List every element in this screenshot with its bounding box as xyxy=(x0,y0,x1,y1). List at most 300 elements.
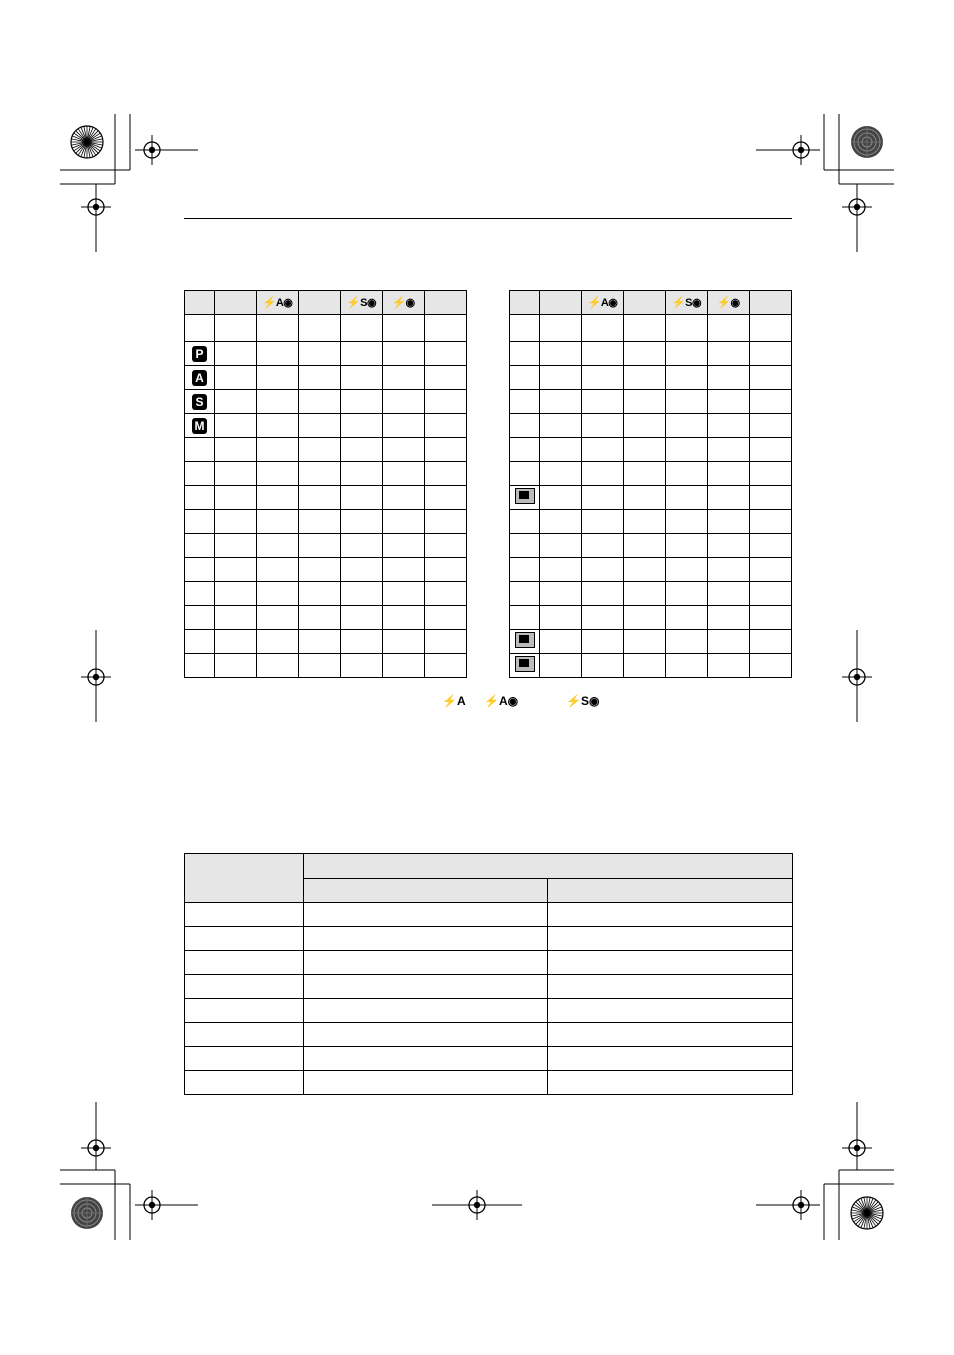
table-row xyxy=(185,999,793,1023)
table-cell xyxy=(215,462,257,486)
table-cell xyxy=(708,462,750,486)
table-cell xyxy=(257,390,299,414)
mode-cell xyxy=(185,630,215,654)
table-row xyxy=(185,654,467,678)
table-cell xyxy=(257,654,299,678)
table-cell xyxy=(215,390,257,414)
mode-cell xyxy=(510,606,540,630)
table-cell xyxy=(383,342,425,366)
table-cell xyxy=(582,366,624,390)
table-cell xyxy=(750,342,792,366)
table-cell xyxy=(383,630,425,654)
table-cell xyxy=(540,630,582,654)
table-row xyxy=(185,606,467,630)
flash-range-table xyxy=(184,853,793,1095)
table-cell xyxy=(425,606,467,630)
table-cell xyxy=(185,1071,304,1095)
range-header-cell xyxy=(185,854,304,903)
table-cell xyxy=(708,534,750,558)
mode-cell xyxy=(185,315,215,342)
table-cell xyxy=(185,999,304,1023)
table-cell xyxy=(425,558,467,582)
table-cell xyxy=(708,366,750,390)
table-row xyxy=(510,366,792,390)
table-cell xyxy=(708,342,750,366)
table-cell xyxy=(425,438,467,462)
table-cell xyxy=(750,630,792,654)
mode-cell xyxy=(185,342,215,366)
table-row xyxy=(185,903,793,927)
table-cell xyxy=(185,1023,304,1047)
table-cell xyxy=(215,558,257,582)
table-cell xyxy=(341,315,383,342)
table-cell xyxy=(666,414,708,438)
table-cell xyxy=(257,315,299,342)
table-cell xyxy=(383,654,425,678)
mode-p-icon: P xyxy=(192,346,207,362)
table-cell xyxy=(304,975,548,999)
table-cell xyxy=(666,582,708,606)
table-cell xyxy=(540,486,582,510)
table-cell xyxy=(257,606,299,630)
table-cell xyxy=(383,390,425,414)
table-cell xyxy=(540,366,582,390)
table-row xyxy=(185,927,793,951)
table-row xyxy=(185,462,467,486)
table-cell xyxy=(257,630,299,654)
flash-mode-icon: ⚡A◉ xyxy=(262,297,293,309)
table-cell xyxy=(299,462,341,486)
table-cell xyxy=(624,486,666,510)
table-cell xyxy=(548,1047,793,1071)
table-cell xyxy=(582,630,624,654)
table-row xyxy=(510,342,792,366)
table-row xyxy=(510,606,792,630)
table-cell xyxy=(304,951,548,975)
mode-cell xyxy=(185,654,215,678)
table-cell xyxy=(304,1071,548,1095)
table-cell xyxy=(257,486,299,510)
table-cell xyxy=(666,510,708,534)
header-cell xyxy=(215,291,257,315)
table-cell xyxy=(708,606,750,630)
table-cell xyxy=(425,510,467,534)
table-row xyxy=(185,366,467,390)
table-cell xyxy=(624,534,666,558)
table-cell xyxy=(582,315,624,342)
table-cell xyxy=(185,975,304,999)
mode-cell xyxy=(510,654,540,678)
mode-cell xyxy=(185,462,215,486)
table-cell xyxy=(425,366,467,390)
table-cell xyxy=(624,342,666,366)
range-subheader-cell xyxy=(304,878,548,903)
scene-mode-icon xyxy=(515,656,535,672)
table-row xyxy=(185,510,467,534)
table-cell xyxy=(383,582,425,606)
table-cell xyxy=(341,462,383,486)
table-cell xyxy=(708,414,750,438)
table-cell xyxy=(299,438,341,462)
header-cell xyxy=(425,291,467,315)
table-cell xyxy=(666,342,708,366)
table-cell xyxy=(708,390,750,414)
table-cell xyxy=(548,1071,793,1095)
table-cell xyxy=(341,582,383,606)
flash-auto-symbol: ⚡A xyxy=(442,694,466,708)
table-cell xyxy=(750,510,792,534)
table-cell xyxy=(299,558,341,582)
table-cell xyxy=(425,315,467,342)
table-row xyxy=(185,582,467,606)
table-cell xyxy=(540,438,582,462)
table-cell xyxy=(185,1047,304,1071)
flash-slow-redeye-symbol: ⚡S◉ xyxy=(566,694,600,708)
table-cell xyxy=(299,366,341,390)
table-cell xyxy=(666,366,708,390)
table-row xyxy=(185,390,467,414)
table-cell xyxy=(341,558,383,582)
table-cell xyxy=(215,654,257,678)
table-cell xyxy=(215,342,257,366)
table-cell xyxy=(383,558,425,582)
table-cell xyxy=(383,315,425,342)
table-row xyxy=(510,414,792,438)
table-cell xyxy=(548,999,793,1023)
mode-cell xyxy=(185,366,215,390)
table-cell xyxy=(708,510,750,534)
flash-mode-icon: ⚡S◉ xyxy=(671,297,702,309)
table-row xyxy=(510,390,792,414)
table-cell xyxy=(548,951,793,975)
table-cell xyxy=(666,558,708,582)
header-cell xyxy=(666,291,708,315)
table-cell xyxy=(548,903,793,927)
table-cell xyxy=(383,486,425,510)
table-cell xyxy=(299,315,341,342)
table-cell xyxy=(582,438,624,462)
table-cell xyxy=(708,315,750,342)
flash-legend xyxy=(0,694,954,708)
table-row xyxy=(510,438,792,462)
table-cell xyxy=(425,654,467,678)
range-header-cell xyxy=(304,854,793,879)
table-cell xyxy=(215,510,257,534)
table-row xyxy=(185,534,467,558)
table-cell xyxy=(708,654,750,678)
table-cell xyxy=(215,606,257,630)
table-cell xyxy=(666,390,708,414)
mode-cell xyxy=(510,390,540,414)
table-row xyxy=(185,342,467,366)
table-cell xyxy=(666,654,708,678)
table-cell xyxy=(666,315,708,342)
table-cell xyxy=(215,486,257,510)
table-cell xyxy=(624,606,666,630)
table-cell xyxy=(666,630,708,654)
header-rule xyxy=(184,218,792,219)
table-cell xyxy=(341,342,383,366)
table-cell xyxy=(341,534,383,558)
table-cell xyxy=(582,510,624,534)
flash-auto-redeye-symbol: ⚡A◉ xyxy=(484,694,519,708)
mode-cell xyxy=(185,486,215,510)
range-subheader-cell xyxy=(548,878,793,903)
table-cell xyxy=(666,606,708,630)
table-cell xyxy=(624,510,666,534)
table-cell xyxy=(624,366,666,390)
table-cell xyxy=(299,486,341,510)
table-cell xyxy=(341,366,383,390)
table-cell xyxy=(582,654,624,678)
table-cell xyxy=(750,606,792,630)
table-cell xyxy=(540,558,582,582)
table-cell xyxy=(624,582,666,606)
table-cell xyxy=(215,630,257,654)
table-cell xyxy=(299,654,341,678)
table-cell xyxy=(299,534,341,558)
table-row xyxy=(185,414,467,438)
table-cell xyxy=(750,414,792,438)
table-cell xyxy=(425,342,467,366)
table-cell xyxy=(425,486,467,510)
header-cell xyxy=(582,291,624,315)
table-cell xyxy=(215,366,257,390)
table-row xyxy=(185,1023,793,1047)
table-row xyxy=(185,1071,793,1095)
table-cell xyxy=(624,414,666,438)
table-row xyxy=(185,486,467,510)
table-row xyxy=(510,534,792,558)
mode-cell xyxy=(185,534,215,558)
table-cell xyxy=(750,582,792,606)
table-row xyxy=(185,951,793,975)
table-row xyxy=(185,630,467,654)
table-cell xyxy=(708,486,750,510)
table-cell xyxy=(341,510,383,534)
table-cell xyxy=(708,630,750,654)
table-cell xyxy=(299,510,341,534)
table-cell xyxy=(624,630,666,654)
table-cell xyxy=(624,315,666,342)
table-cell xyxy=(548,1023,793,1047)
table-cell xyxy=(708,438,750,462)
table-cell xyxy=(540,534,582,558)
table-cell xyxy=(750,315,792,342)
table-cell xyxy=(304,1047,548,1071)
table-cell xyxy=(540,390,582,414)
mode-cell xyxy=(185,438,215,462)
table-row xyxy=(185,438,467,462)
table-cell xyxy=(257,414,299,438)
table-cell xyxy=(425,462,467,486)
mode-s-icon: S xyxy=(192,394,207,410)
table-row xyxy=(510,654,792,678)
table-cell xyxy=(582,462,624,486)
table-cell xyxy=(540,510,582,534)
table-cell xyxy=(624,438,666,462)
table-cell xyxy=(383,414,425,438)
table-cell xyxy=(666,486,708,510)
table-row xyxy=(510,486,792,510)
table-cell xyxy=(257,462,299,486)
mode-cell xyxy=(510,462,540,486)
table-cell xyxy=(383,438,425,462)
scene-mode-icon xyxy=(515,488,535,504)
table-cell xyxy=(624,462,666,486)
mode-cell xyxy=(185,558,215,582)
table-cell xyxy=(185,903,304,927)
table-cell xyxy=(666,534,708,558)
table-cell xyxy=(582,606,624,630)
table-cell xyxy=(548,927,793,951)
table-cell xyxy=(624,390,666,414)
table-cell xyxy=(624,558,666,582)
table-cell xyxy=(304,999,548,1023)
flash-mode-icon: ⚡S◉ xyxy=(346,297,377,309)
table-row xyxy=(185,558,467,582)
flash-mode-table-right xyxy=(509,290,792,678)
table-cell xyxy=(540,342,582,366)
mode-cell xyxy=(510,366,540,390)
mode-cell xyxy=(510,534,540,558)
table-cell xyxy=(215,438,257,462)
mode-cell xyxy=(185,606,215,630)
table-cell xyxy=(750,390,792,414)
table-cell xyxy=(383,606,425,630)
flash-mode-icon: ⚡◉ xyxy=(392,297,415,309)
table-cell xyxy=(383,534,425,558)
mode-cell xyxy=(185,510,215,534)
flash-mode-icon: ⚡A◉ xyxy=(587,297,618,309)
table-cell xyxy=(750,534,792,558)
table-cell xyxy=(750,462,792,486)
flash-mode-table-left xyxy=(184,290,467,678)
table-cell xyxy=(750,438,792,462)
table-cell xyxy=(582,414,624,438)
table-cell xyxy=(750,366,792,390)
header-cell xyxy=(341,291,383,315)
table-cell xyxy=(425,414,467,438)
table-cell xyxy=(708,558,750,582)
header-cell xyxy=(299,291,341,315)
mode-cell xyxy=(185,390,215,414)
table-cell xyxy=(341,414,383,438)
table-cell xyxy=(215,582,257,606)
table-row xyxy=(510,558,792,582)
header-cell xyxy=(383,291,425,315)
table-cell xyxy=(341,606,383,630)
table-cell xyxy=(540,414,582,438)
table-cell xyxy=(304,1023,548,1047)
table-cell xyxy=(257,534,299,558)
mode-cell xyxy=(510,315,540,342)
table-row xyxy=(185,1047,793,1071)
table-cell xyxy=(299,630,341,654)
table-cell xyxy=(299,582,341,606)
table-cell xyxy=(540,606,582,630)
mode-cell xyxy=(510,438,540,462)
mode-cell xyxy=(510,582,540,606)
mode-cell xyxy=(185,414,215,438)
table-row xyxy=(185,975,793,999)
table-cell xyxy=(540,315,582,342)
table-row xyxy=(510,315,792,342)
table-row xyxy=(510,582,792,606)
table-cell xyxy=(750,486,792,510)
table-cell xyxy=(582,534,624,558)
table-cell xyxy=(425,534,467,558)
table-cell xyxy=(425,630,467,654)
header-cell xyxy=(510,291,540,315)
table-cell xyxy=(215,414,257,438)
header-cell xyxy=(185,291,215,315)
table-cell xyxy=(750,654,792,678)
table-row xyxy=(185,315,467,342)
table-cell xyxy=(624,654,666,678)
table-cell xyxy=(750,558,792,582)
table-cell xyxy=(257,558,299,582)
table-cell xyxy=(666,462,708,486)
table-cell xyxy=(383,366,425,390)
table-cell xyxy=(185,927,304,951)
table-cell xyxy=(341,390,383,414)
table-cell xyxy=(215,315,257,342)
mode-cell xyxy=(510,342,540,366)
header-cell xyxy=(257,291,299,315)
table-cell xyxy=(257,510,299,534)
mode-a-icon: A xyxy=(192,370,207,386)
table-cell xyxy=(215,534,257,558)
table-cell xyxy=(582,582,624,606)
table-cell xyxy=(257,342,299,366)
table-cell xyxy=(383,462,425,486)
table-row xyxy=(510,462,792,486)
table-cell xyxy=(185,951,304,975)
mode-cell xyxy=(510,414,540,438)
table-cell xyxy=(548,975,793,999)
flash-mode-icon: ⚡◉ xyxy=(717,297,740,309)
table-cell xyxy=(582,558,624,582)
table-cell xyxy=(540,582,582,606)
table-cell xyxy=(299,342,341,366)
mode-cell xyxy=(510,558,540,582)
table-cell xyxy=(299,390,341,414)
table-cell xyxy=(299,414,341,438)
table-cell xyxy=(708,582,750,606)
table-cell xyxy=(341,486,383,510)
header-cell xyxy=(624,291,666,315)
mode-cell xyxy=(510,486,540,510)
table-cell xyxy=(341,630,383,654)
mode-cell xyxy=(510,630,540,654)
table-cell xyxy=(304,903,548,927)
table-cell xyxy=(425,390,467,414)
table-cell xyxy=(383,510,425,534)
mode-m-icon: M xyxy=(192,418,207,434)
scene-mode-icon xyxy=(515,632,535,648)
table-cell xyxy=(341,438,383,462)
table-cell xyxy=(540,462,582,486)
table-cell xyxy=(425,582,467,606)
header-cell xyxy=(540,291,582,315)
table-row xyxy=(510,630,792,654)
table-cell xyxy=(341,654,383,678)
table-cell xyxy=(540,654,582,678)
table-cell xyxy=(299,606,341,630)
table-cell xyxy=(257,438,299,462)
table-cell xyxy=(582,486,624,510)
